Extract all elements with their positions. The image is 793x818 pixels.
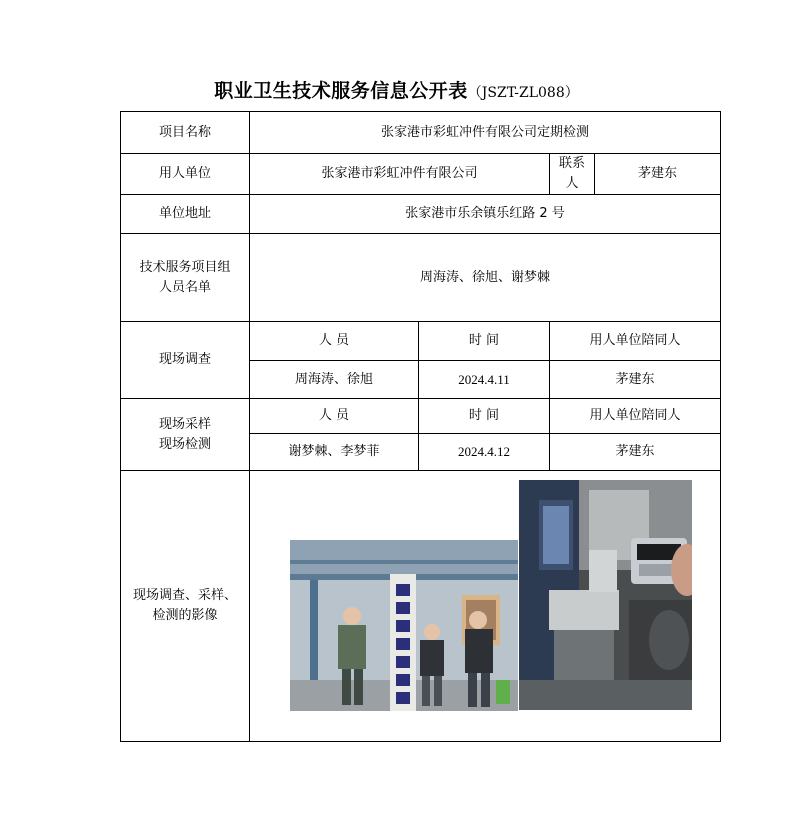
row-sampling-header [121,399,721,434]
address-value: 张家港市乐余镇乐红路 2 号 [250,195,721,234]
employer-value: 张家港市彩虹冲件有限公司 [250,154,550,195]
sampling-label-line2: 现场检测 [158,436,211,452]
site-group-photo [290,540,518,711]
sampling-header-personnel: 人 员 [250,399,419,434]
row-address [121,195,721,234]
contact-value: 茅建东 [595,154,721,195]
sampling-label-line1: 现场采样 [158,416,211,432]
images-cell [250,471,721,742]
survey-header-time: 时 间 [419,322,550,361]
row-project-name [121,112,721,154]
sampling-label [121,399,250,471]
employer-label: 用人单位 [121,154,250,195]
sampling-personnel: 谢梦棘、李梦菲 [250,434,419,471]
survey-companion: 茅建东 [550,361,721,399]
row-employer [121,154,721,195]
sampling-date: 2024.4.12 [419,434,550,471]
survey-header-personnel: 人 员 [250,322,419,361]
images-label [121,471,250,742]
page-title [0,76,793,103]
team-label-line1: 技术服务项目组 [139,259,231,275]
images-label-line1: 现场调查、采样、 [132,588,237,603]
address-label: 单位地址 [121,195,250,234]
info-table [120,111,721,742]
sampling-header-companion: 用人单位陪同人 [550,399,721,434]
project-name-value: 张家港市彩虹冲件有限公司定期检测 [250,112,721,154]
team-label [121,234,250,322]
team-value: 周海涛、徐旭、谢梦棘 [250,234,721,322]
photos-container [250,472,720,740]
equipment-measurement-photo [519,480,692,710]
row-survey-header [121,322,721,361]
title-main: 职业卫生技术服务信息公开表 [214,80,468,102]
survey-personnel: 周海涛、徐旭 [250,361,419,399]
images-label-line2: 检测的影像 [152,608,218,623]
sampling-companion: 茅建东 [550,434,721,471]
contact-label: 联系人 [550,154,595,195]
sampling-header-time: 时 间 [419,399,550,434]
survey-header-companion: 用人单位陪同人 [550,322,721,361]
row-team [121,234,721,322]
row-images [121,471,721,742]
title-code: （JSZT-ZL088） [467,85,579,101]
survey-date: 2024.4.11 [419,361,550,399]
team-label-line2: 人员名单 [158,279,211,295]
project-name-label: 项目名称 [121,112,250,154]
survey-label: 现场调查 [121,322,250,399]
